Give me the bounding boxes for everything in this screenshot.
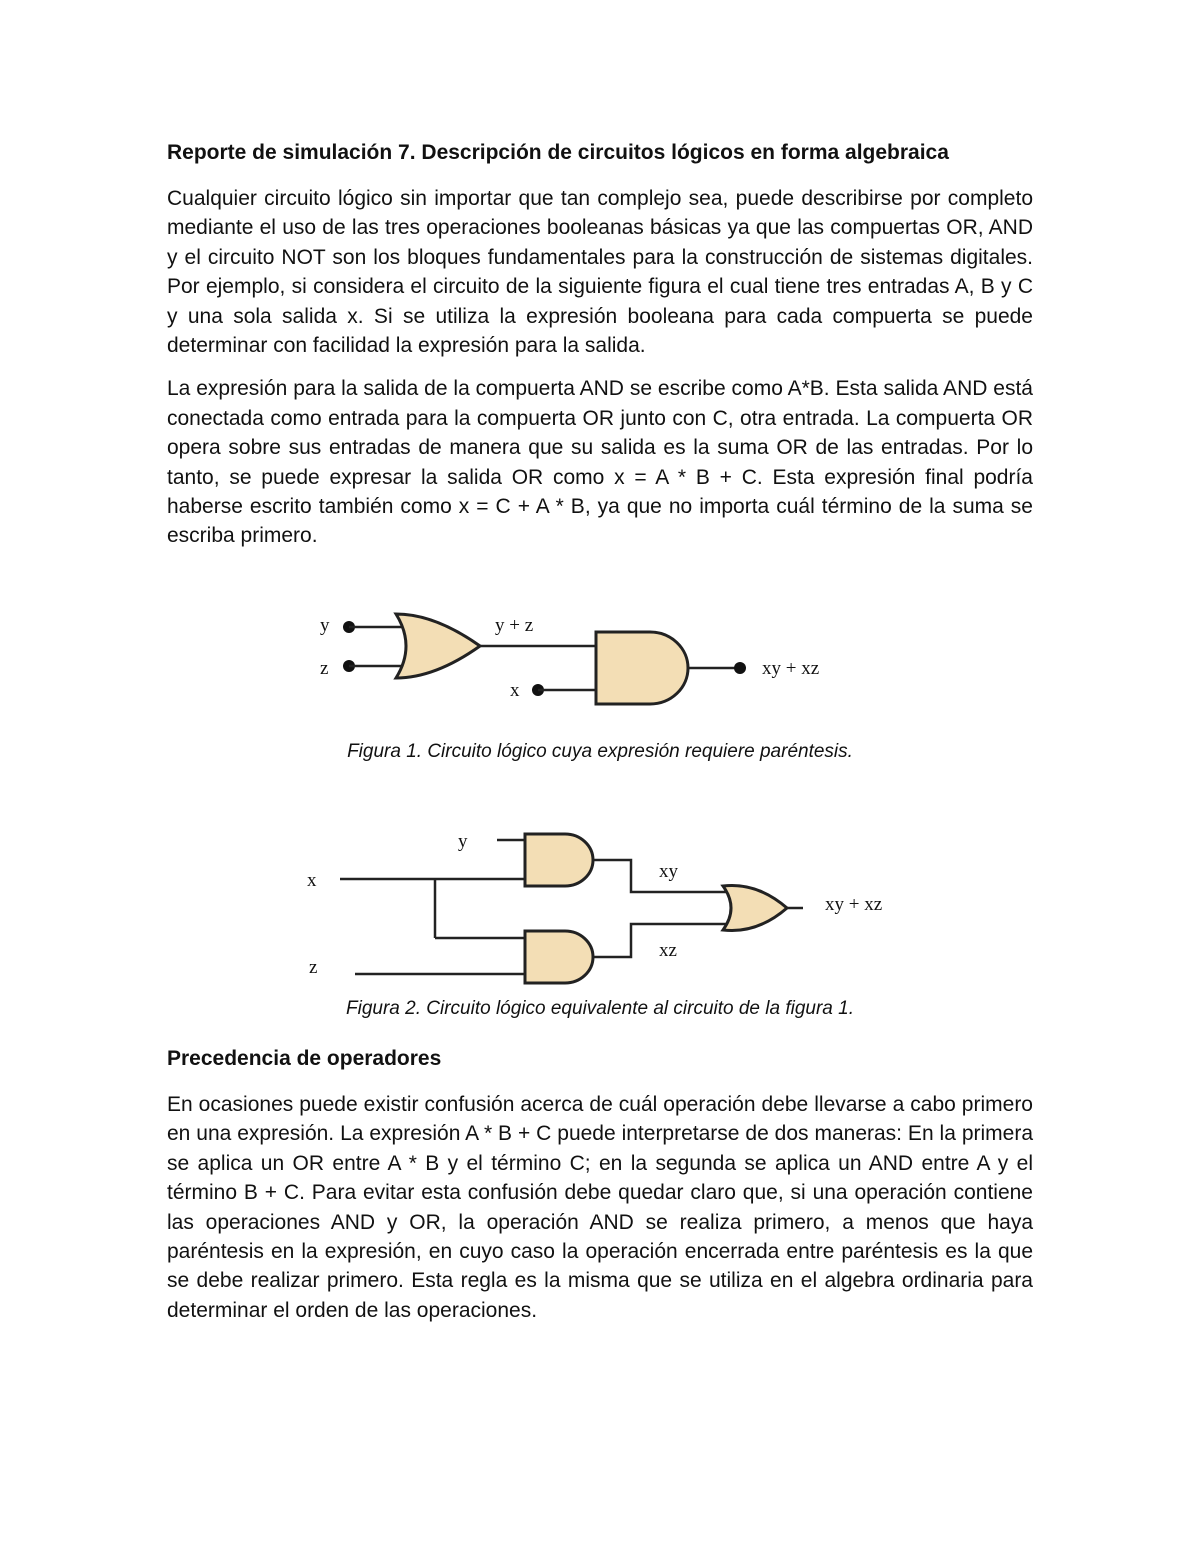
label-x: x — [510, 680, 520, 701]
label-and-1-output: xy — [659, 861, 678, 882]
document-body — [167, 138, 1033, 551]
figure-1-caption: Figura 1. Circuito lógico cuya expresión requiere paréntesis. — [347, 741, 853, 762]
label-x: x — [307, 870, 317, 891]
label-z: z — [309, 957, 318, 978]
or-gate — [396, 614, 480, 678]
output-terminal — [734, 662, 746, 674]
label-or-output: y + z — [495, 615, 534, 636]
document-title: Reporte de simulación 7. Descripción de circuitos lógicos en forma algebraica — [167, 141, 949, 164]
figure-1-circuit — [300, 600, 860, 740]
label-and-2-output: xz — [659, 940, 677, 961]
label-output: xy + xz — [762, 658, 820, 679]
paragraph-intro: Cualquier circuito lógico sin importar que tan complejo sea, puede describirse por completo mediante el uso de las tres operaciones booleanas básicas ya que las compuertas OR, AND y el circuito NOT son los bloques fundamentales para la construcción de sistemas digitales. Por ejemplo, si considera el circuito de la siguiente figura el cual tiene tres entradas A, B y C y una sola salida x. Si se utiliza la expresión booleana para cada compuerta se puede determinar con facilidad la expresión para la salida. — [167, 187, 1033, 358]
figure-2-circuit — [295, 820, 915, 990]
paragraph-precedence: En ocasiones puede existir confusión acerca de cuál operación debe llevarse a cabo primero en una expresión. La expresión A * B + C puede interpretarse de dos maneras: En la primera se aplica un OR entre A * B y el término C; en la segunda se aplica un AND entre A y el término B + C. Para evitar esta confusión debe quedar claro que, si una operación contiene las operaciones AND y OR, la operación AND se realiza primero, a menos que haya paréntesis en la expresión, en cuyo caso la operación encerrada entre paréntesis es la que se debe realizar primero. Esta regla es la misma que se utiliza en el algebra ordinaria para determinar el orden de las operaciones. — [167, 1093, 1033, 1322]
label-y: y — [458, 831, 468, 852]
and-gate-1 — [525, 834, 593, 886]
and-gate — [596, 632, 688, 704]
and-gate-2 — [525, 931, 593, 983]
or-gate — [723, 885, 787, 930]
section-precedence — [167, 1044, 1033, 1325]
section-heading: Precedencia de operadores — [167, 1047, 442, 1070]
paragraph-expression: La expresión para la salida de la compuerta AND se escribe como A*B. Esta salida AND está conectada como entrada para la compuerta OR junto con C, otra entrada. La compuerta OR opera sobre sus entradas de manera que su salida es la suma OR de las entradas. Por lo tanto, se puede expresar la salida OR como x = A * B + C. Esta expresión final podría haberse escrito también como x = C + A * B, ya que no importa cuál término de la suma se escriba primero. — [167, 377, 1033, 548]
figure-2-caption: Figura 2. Circuito lógico equivalente al circuito de la figura 1. — [346, 998, 854, 1019]
label-y: y — [320, 615, 330, 636]
label-z: z — [320, 658, 329, 679]
label-output: xy + xz — [825, 894, 883, 915]
